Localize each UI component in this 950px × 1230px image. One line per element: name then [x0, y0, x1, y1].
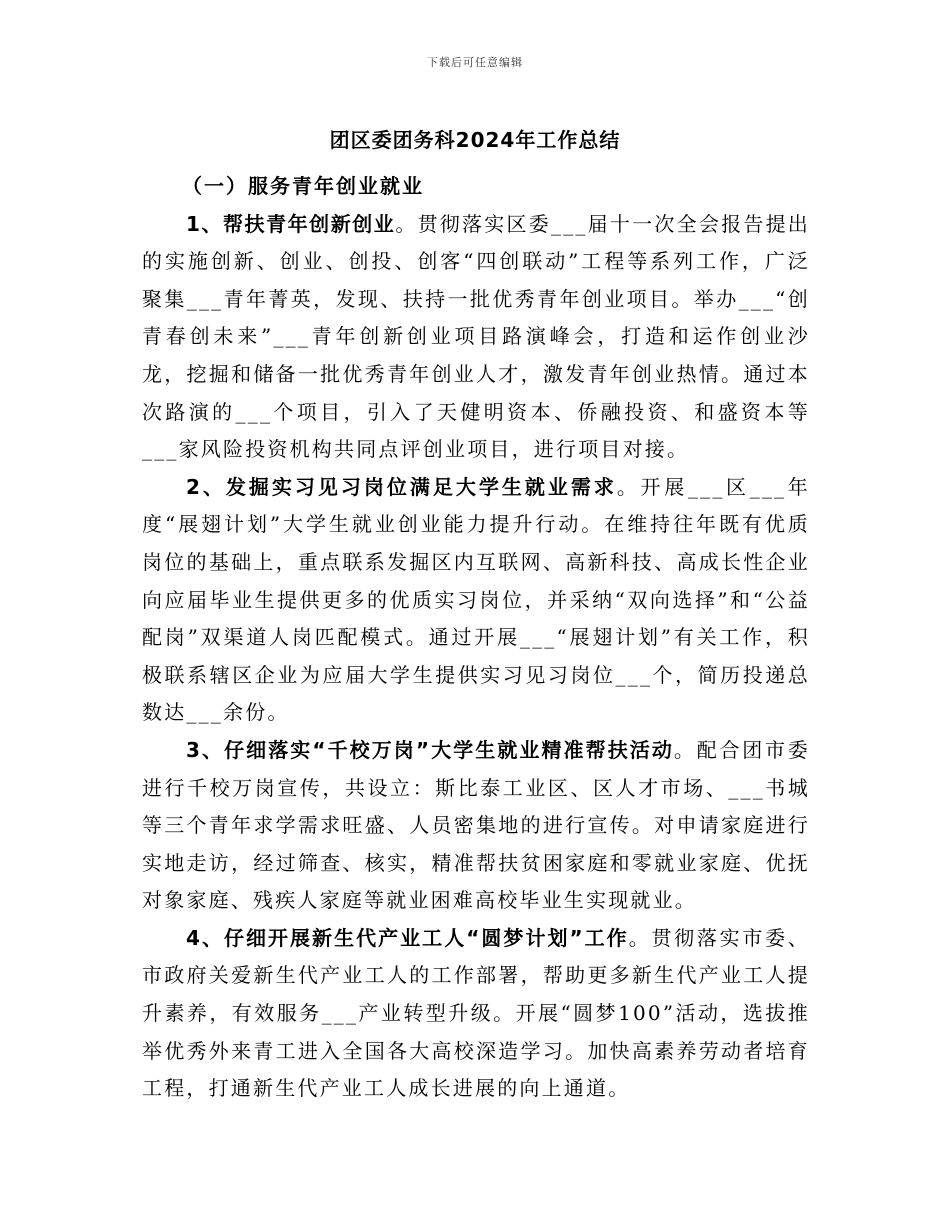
paragraph-body: 。配合团市委进行千校万岗宣传，共设立：斯比泰工业区、区人才市场、___书城等三个青年求学需求旺盛、人员密集地的进行宣传。对申请家庭进行实地走访，经过筛查、核实，精准帮扶贫困家庭和零就业家庭、优抚对象家庭、残疾人家庭等就业困难高校毕业生实现就业。 — [142, 737, 810, 913]
paragraph-4 — [142, 920, 810, 1108]
document-title: 团区委团务科2024年工作总结 — [329, 128, 621, 152]
paragraph-3 — [142, 732, 810, 920]
paragraph-lead: 2、发掘实习见习岗位满足大学生就业需求 — [186, 474, 617, 499]
paragraph-lead: 3、仔细落实“千校万岗”大学生就业精准帮扶活动 — [186, 737, 674, 762]
paragraph-body: 。贯彻落实市委、市政府关爱新生代产业工人的工作部署，帮助更多新生代产业工人提升素养，有效服务___产业转型升级。开展“圆梦100”活动，选拔推举优秀外来青工进入全国各大高校深造学习。加快高素养劳动者培育工程，打通新生代产业工人成长进展的向上通道。 — [142, 925, 810, 1101]
document-body — [142, 168, 810, 1108]
paragraph-body: 。开展___区___年度“展翅计划”大学生就业创业能力提升行动。在维持往年既有优质岗位的基础上，重点联系发掘区内互联网、高新科技、高成长性企业向应届毕业生提供更多的优质实习岗位，并采纳“双向选择”和“公益配岗”双渠道人岗匹配模式。通过开展___“展翅计划”有关工作，积极联系辖区企业为应届大学生提供实习见习岗位___个，简历投递总数达___余份。 — [142, 474, 810, 725]
paragraph-2 — [142, 469, 810, 732]
section-heading: （一）服务青年创业就业 — [182, 174, 424, 198]
paragraph-lead: 1、帮扶青年创新创业 — [186, 211, 396, 236]
paragraph-lead: 4、仔细开展新生代产业工人“圆梦计划”工作 — [186, 925, 629, 950]
paragraph-body: 。贯彻落实区委___届十一次全会报告提出的实施创新、创业、创投、创客“四创联动”工程等系列工作，广泛聚集___青年菁英，发现、扶持一批优秀青年创业项目。举办___“创青春创未来”___青年创新创业项目路演峰会，打造和运作创业沙龙，挖掘和储备一批优秀青年创业人才，激发青年创业热情。通过本次路演的___个项目，引入了天健明资本、侨融投资、和盛资本等___家风险投资机构共同点评创业项目，进行项目对接。 — [142, 211, 811, 462]
paragraph-1 — [142, 206, 810, 469]
header-note: 下载后可任意编辑 — [427, 56, 523, 69]
